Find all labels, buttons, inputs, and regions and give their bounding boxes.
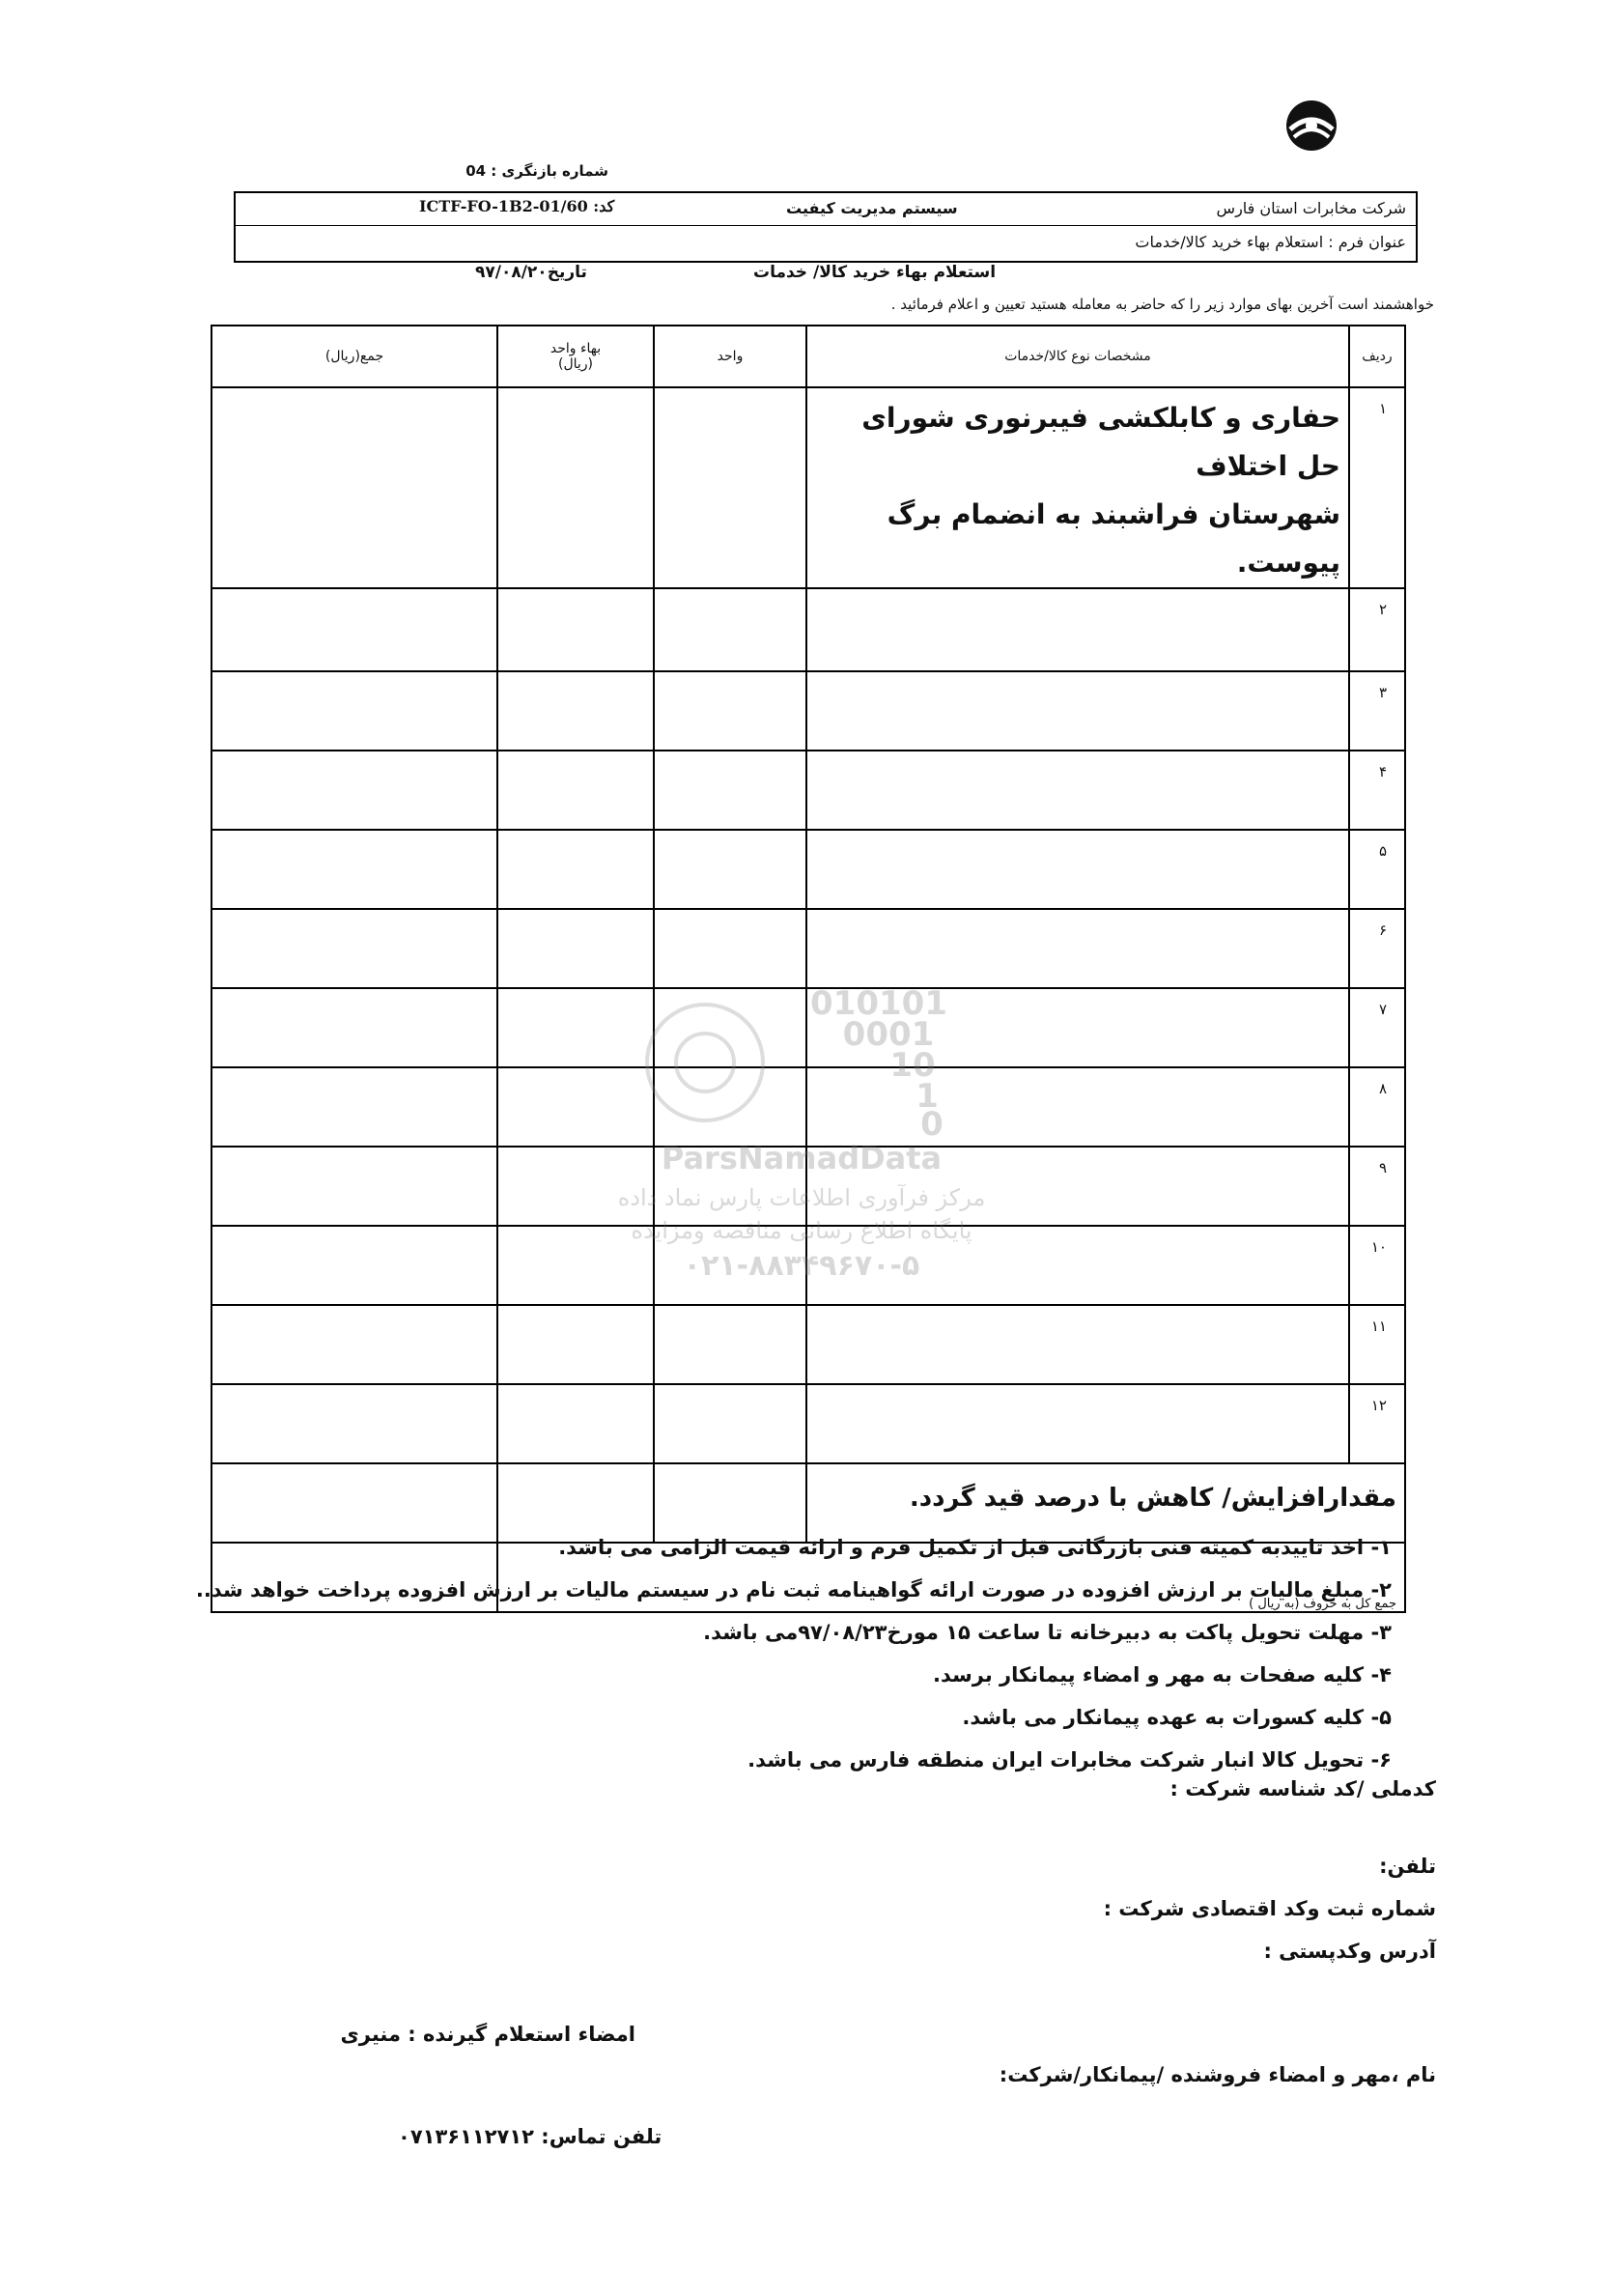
revision-number: شماره بازنگری : 04 bbox=[465, 162, 608, 180]
registration-field: شماره ثبت وکد اقتصادی شرکت : bbox=[1103, 1897, 1436, 1920]
inquiry-signer: امضاء استعلام گیرنده : منیری bbox=[340, 2023, 635, 2046]
watermark-line-3: ۰۲۱-۸۸۳۴۹۶۷۰-۵ bbox=[683, 1249, 920, 1283]
row-number: ۱۰ bbox=[1349, 1226, 1405, 1305]
national-id-field: کدملی /کد شناسه شرکت : bbox=[1169, 1777, 1436, 1800]
change-note: مقدارافزایش/ کاهش با درصد قید گردد. bbox=[909, 1484, 1396, 1513]
row-number: ۸ bbox=[1349, 1067, 1405, 1147]
row-sum bbox=[211, 387, 497, 588]
table-row bbox=[211, 830, 1405, 909]
row-number: ۵ bbox=[1349, 830, 1405, 909]
watermark-brand: ParsNamadData bbox=[661, 1140, 943, 1176]
watermark bbox=[599, 976, 1004, 1294]
form-code: ICTF-FO-1B2-01/60 :کد bbox=[419, 197, 615, 215]
note-item: ۵- کلیه کسورات به عهده پیمانکار می باشد. bbox=[962, 1706, 1392, 1729]
table-row bbox=[211, 1384, 1405, 1463]
row-number: ۹ bbox=[1349, 1147, 1405, 1226]
row-number: ۶ bbox=[1349, 909, 1405, 988]
note-item: ۱- اخذ تاییدبه کمیته فنی بازرگانی قبل از تکمیل فرم و ارائه قیمت الزامی می باشد. bbox=[558, 1536, 1392, 1559]
table-row bbox=[211, 751, 1405, 830]
company-name: شرکت مخابرات استان فارس bbox=[1216, 199, 1406, 217]
watermark-binary-1: 010101 bbox=[810, 984, 947, 1023]
description-line-2: شهرستان فراشبند به انضمام برگ پیوست. bbox=[887, 498, 1340, 579]
watermark-line-2: پایگاه اطلاع رسانی مناقصه ومزایده bbox=[631, 1217, 972, 1244]
header-unit-price-currency: (ریال) bbox=[557, 356, 594, 372]
row-number: ۳ bbox=[1349, 671, 1405, 751]
form-header bbox=[234, 191, 1418, 263]
row-number: ۱۲ bbox=[1349, 1384, 1405, 1463]
table-row bbox=[211, 387, 1405, 588]
request-text: خواهشمند است آخرین بهای موارد زیر را که حاضر به معامله هستید تعیین و اعلام فرمائید . bbox=[890, 296, 1434, 313]
phone-field: تلفن: bbox=[1379, 1855, 1436, 1878]
seller-signature-label: نام ،مهر و امضاء فروشنده /پیمانکار/شرکت: bbox=[999, 2063, 1436, 2086]
note-item: ۴- کلیه صفحات به مهر و امضاء پیمانکار برسد. bbox=[933, 1663, 1392, 1687]
row-number: ۱ bbox=[1349, 387, 1405, 588]
inquiry-title: استعلام بهاء خرید کالا/ خدمات bbox=[753, 263, 997, 282]
contact-phone: تلفن تماس: ۰۷۱۳۶۱۱۲۷۱۲ bbox=[398, 2125, 662, 2148]
note-item: ۲- مبلغ مالیات بر ارزش افزوده در صورت ارائه گواهینامه ثبت نام در سیستم مالیات بر ارزش افزوده پرداخت خواهد شد.. bbox=[195, 1578, 1392, 1602]
note-item: ۳- مهلت تحویل پاکت به دبیرخانه تا ساعت ۱۵ مورخ۹۷/۰۸/۲۳می باشد. bbox=[703, 1621, 1392, 1644]
form-title-label: عنوان فرم : استعلام بهاء خرید کالا/خدمات bbox=[1135, 233, 1406, 251]
row-number: ۱۱ bbox=[1349, 1305, 1405, 1384]
items-table bbox=[195, 325, 1406, 1613]
row-unit-price bbox=[497, 387, 654, 588]
total-in-words-label: جمع کل به حروف (به ریال ) bbox=[497, 1543, 1405, 1612]
table-row bbox=[211, 1305, 1405, 1384]
watermark-binary-5: 0 bbox=[920, 1105, 944, 1144]
header-description: مشخصات نوع کالا/خدمات bbox=[806, 326, 1349, 387]
row-number: ۷ bbox=[1349, 988, 1405, 1067]
telecom-logo-icon bbox=[1282, 97, 1340, 155]
watermark-binary-3: 10 bbox=[889, 1046, 936, 1085]
row-unit bbox=[654, 387, 806, 588]
notes-list bbox=[195, 1526, 1392, 1781]
header-sum: جمع(ریال) bbox=[211, 326, 497, 387]
quality-system-label: سیستم مدیریت کیفیت bbox=[786, 199, 958, 217]
row-number: ۲ bbox=[1349, 588, 1405, 671]
address-field: آدرس وکدپستی : bbox=[1263, 1940, 1436, 1963]
table-row bbox=[211, 588, 1405, 671]
row-number: ۴ bbox=[1349, 751, 1405, 830]
header-unit-price-label: بهاء واحد bbox=[549, 341, 602, 356]
table-row bbox=[211, 671, 1405, 751]
watermark-binary-2: 0001 bbox=[842, 1015, 935, 1054]
inquiry-date: تاریخ۹۷/۰۸/۲۰ bbox=[475, 263, 587, 282]
header-row-number: ردیف bbox=[1349, 326, 1405, 387]
header-unit-price bbox=[497, 326, 654, 387]
watermark-line-1: مرکز فرآوری اطلاعات پارس نماد داده bbox=[617, 1184, 986, 1211]
note-item: ۶- تحویل کالا انبار شرکت مخابرات ایران منطقه فارس می باشد. bbox=[747, 1748, 1392, 1772]
watermark-binary-4: 1 bbox=[916, 1077, 939, 1116]
row-description bbox=[806, 387, 1349, 588]
table-header-row bbox=[211, 326, 1405, 387]
header-unit: واحد bbox=[654, 326, 806, 387]
description-line-1: حفاری و کابلکشی فیبرنوری شورای حل اختلاف bbox=[861, 402, 1340, 482]
